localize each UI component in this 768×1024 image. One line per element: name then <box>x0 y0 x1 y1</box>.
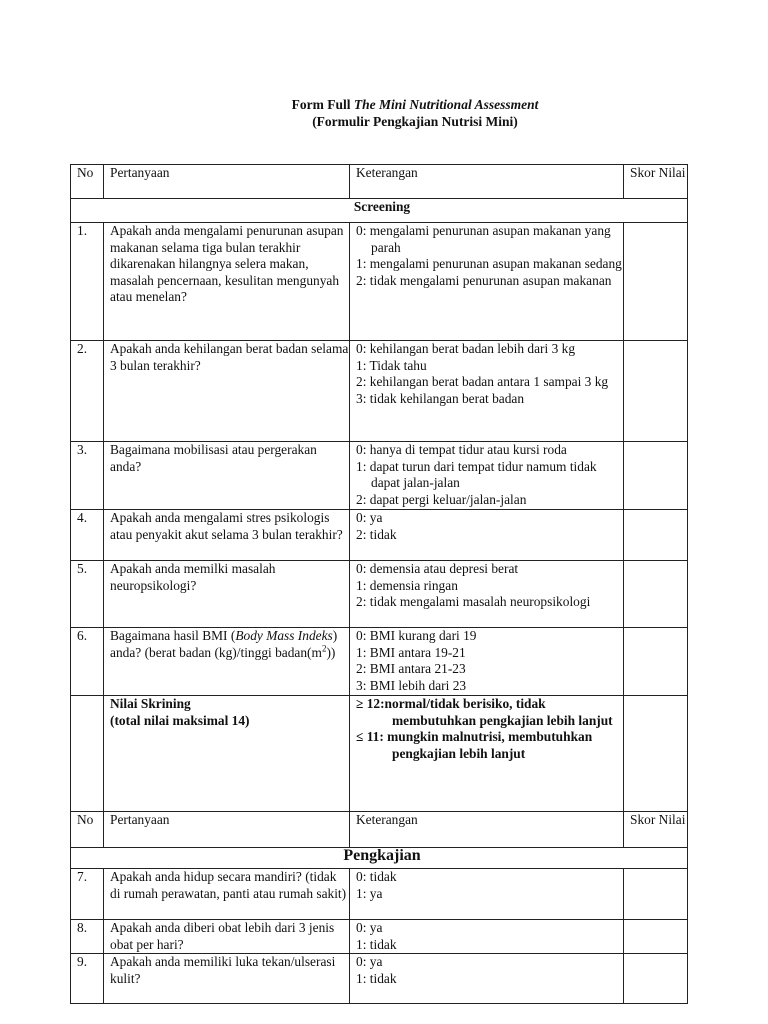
option-item: 0: ya <box>356 954 383 970</box>
row-question: Apakah anda hidup secara mandiri? (tidak di rumah perawatan, panti atau rumah sakit) <box>104 869 350 920</box>
table-row <box>71 442 688 510</box>
row-question: Apakah anda mengalami penurunan asupan makanan selama tiga bulan terakhir dikarenakan hilangnya selera makan, masalah pencernaan, kesulitan mengunyah atau menelan? <box>104 223 350 341</box>
header-row <box>71 165 688 199</box>
row-number: 7. <box>71 869 104 920</box>
option-item: 2: dapat pergi keluar/jalan-jalan <box>356 491 527 507</box>
table-row <box>71 920 688 954</box>
empty-cell <box>71 696 104 812</box>
option-item: 3: BMI lebih dari 23 <box>356 677 467 693</box>
score-cell <box>624 920 688 954</box>
row-number: 6. <box>71 628 104 696</box>
question-superscript: 2 <box>321 643 327 654</box>
option-item: 1: dapat turun dari tempat tidur namum tidak dapat jalan-jalan <box>356 458 597 491</box>
row-question <box>104 628 350 696</box>
option-item: 2: tidak mengalami penurunan asupan makanan <box>356 272 612 288</box>
row-options <box>350 561 624 628</box>
row-question: Apakah anda mengalami stres psikologis atau penyakit akut selama 3 bulan terakhir? <box>104 510 350 561</box>
row-number: 9. <box>71 954 104 1004</box>
section-row-screening <box>71 199 688 223</box>
row-options <box>350 954 624 1004</box>
option-item: 0: ya <box>356 510 383 525</box>
option-item: 2: kehilangan berat badan antara 1 sampai 3 kg <box>356 374 609 390</box>
row-options <box>350 341 624 442</box>
screening-total-row <box>71 696 688 812</box>
row-options <box>350 920 624 954</box>
option-item: 1: tidak <box>356 936 397 952</box>
result-item: ≤ 11: mungkin malnutrisi, membutuhkan pengkajian lebih lanjut <box>356 729 593 761</box>
screening-total-label <box>104 696 350 812</box>
score-cell <box>624 628 688 696</box>
screening-results <box>350 696 624 812</box>
row-number: 1. <box>71 223 104 341</box>
score-cell <box>624 869 688 920</box>
row-question: Apakah anda diberi obat lebih dari 3 jenis obat per hari? <box>104 920 350 954</box>
option-item: 2: BMI antara 21-23 <box>356 661 466 677</box>
header-row <box>71 812 688 848</box>
option-item: 2: tidak mengalami masalah neuropsikologi <box>356 594 591 610</box>
row-number: 2. <box>71 341 104 442</box>
score-cell <box>624 510 688 561</box>
row-question: Bagaimana mobilisasi atau pergerakan anda? <box>104 442 350 510</box>
section-title-assessment: Pengkajian <box>71 848 688 869</box>
row-options <box>350 442 624 510</box>
option-item: 1: mengalami penurunan asupan makanan sedang <box>356 256 622 272</box>
score-cell <box>624 561 688 628</box>
row-options <box>350 510 624 561</box>
row-options <box>350 223 624 341</box>
header-note: Keterangan <box>350 812 624 848</box>
mna-table <box>70 164 688 1004</box>
option-item: 0: ya <box>356 920 383 935</box>
row-options <box>350 869 624 920</box>
header-question: Pertanyaan <box>104 165 350 199</box>
option-item: 1: BMI antara 19-21 <box>356 644 466 660</box>
question-text: Bagaimana hasil BMI ( <box>110 628 236 643</box>
header-score: Skor Nilai <box>624 812 688 848</box>
row-question: Apakah anda kehilangan berat badan selama 3 bulan terakhir? <box>104 341 350 442</box>
option-item: 1: tidak <box>356 970 397 986</box>
table-row <box>71 341 688 442</box>
score-cell <box>624 341 688 442</box>
score-cell <box>624 696 688 812</box>
table-row <box>71 869 688 920</box>
option-item: 0: BMI kurang dari 19 <box>356 628 477 643</box>
form-subtitle: (Formulir Pengkajian Nutrisi Mini) <box>312 114 518 129</box>
option-item: 0: demensia atau depresi berat <box>356 561 519 576</box>
row-number: 5. <box>71 561 104 628</box>
form-title-prefix: Form Full <box>291 97 354 112</box>
table-row <box>71 223 688 341</box>
option-item: 1: demensia ringan <box>356 577 458 593</box>
table-row <box>71 628 688 696</box>
table-row <box>71 954 688 1004</box>
option-item: 3: tidak kehilangan berat badan <box>356 390 525 406</box>
question-italic: Body Mass Indeks <box>235 628 333 643</box>
row-number: 4. <box>71 510 104 561</box>
score-cell <box>624 223 688 341</box>
result-item: ≥ 12:normal/tidak berisiko, tidak membutuhkan pengkajian lebih lanjut <box>356 696 613 728</box>
question-text: ) anda? (berat badan (kg)/tinggi badan(m <box>110 628 338 660</box>
form-title <box>0 97 768 114</box>
header-note: Keterangan <box>350 165 624 199</box>
option-item: 2: tidak <box>356 526 397 542</box>
section-title-screening: Screening <box>71 199 688 223</box>
row-question: Apakah anda memilki masalah neuropsikologi? <box>104 561 350 628</box>
screening-total-title: Nilai Skrining <box>110 696 191 711</box>
score-cell <box>624 954 688 1004</box>
screening-total-max: (total nilai maksimal 14) <box>110 712 250 728</box>
header-score: Skor Nilai <box>624 165 688 199</box>
table-row <box>71 561 688 628</box>
option-item: 0: tidak <box>356 869 397 884</box>
score-cell <box>624 442 688 510</box>
header-no: No <box>71 812 104 848</box>
header-question: Pertanyaan <box>104 812 350 848</box>
option-item: 1: Tidak tahu <box>356 357 427 373</box>
row-options <box>350 628 624 696</box>
header-no: No <box>71 165 104 199</box>
row-number: 3. <box>71 442 104 510</box>
row-question: Apakah anda memiliki luka tekan/ulserasi kulit? <box>104 954 350 1004</box>
option-item: 0: kehilangan berat badan lebih dari 3 kg <box>356 341 576 356</box>
row-number: 8. <box>71 920 104 954</box>
form-title-italic: The Mini Nutritional Assessment <box>353 97 539 112</box>
option-item: 0: hanya di tempat tidur atau kursi roda <box>356 442 567 457</box>
option-item: 1: ya <box>356 885 383 901</box>
question-text: )) <box>326 644 336 660</box>
section-row-assessment <box>71 848 688 869</box>
option-item: 0: mengalami penurunan asupan makanan yang parah <box>356 223 611 255</box>
table-row <box>71 510 688 561</box>
